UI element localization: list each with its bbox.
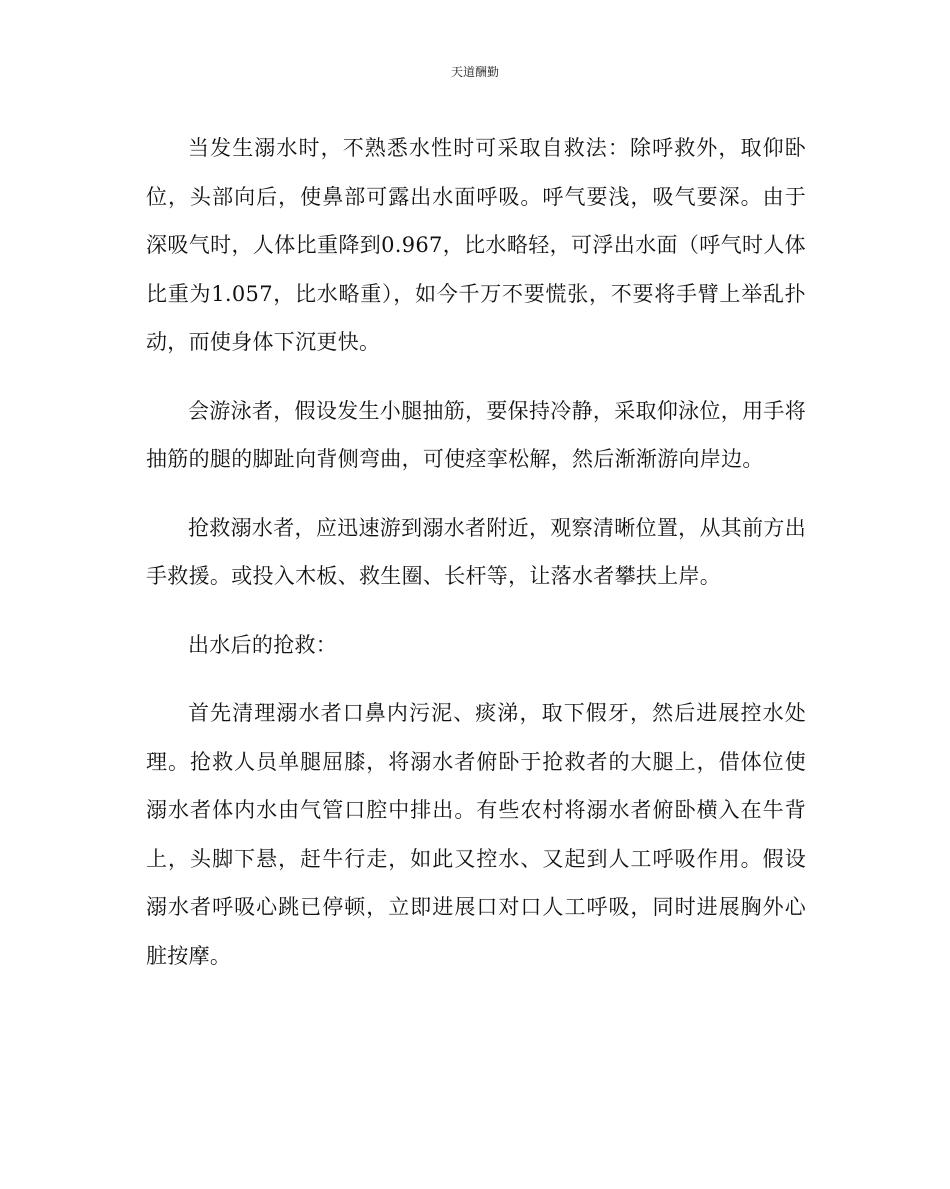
paragraph-leg-cramp: 会游泳者，假设发生小腿抽筋，要保持冷静，采取仰泳位，用手将抽筋的腿的脚趾向背侧弯曲，可使痉挛松解，然后渐渐游向岸边。 — [146, 398, 806, 471]
paragraph-first-aid: 首先清理溺水者口鼻内污泥、痰涕，取下假牙，然后进展控水处理。抢救人员单腿屈膝，将溺水者俯卧于抢救者的大腿上，借体位使溺水者体内水由气管口腔中排出。有些农村将溺水者俯卧横入在牛背上，头脚下悬，赶牛行走，如此又控水、又起到人工呼吸作用。假设溺水者呼吸心跳已停顿，立即进展口对口人工呼吸，同时进展胸外心脏按摩。 — [146, 701, 806, 968]
page-header: 天道酬勤 — [450, 65, 499, 79]
paragraph-after-rescue-heading: 出水后的抢救： — [188, 632, 338, 657]
document-body — [146, 124, 806, 1000]
paragraph-rescue-swimmer: 抢救溺水者，应迅速游到溺水者附近，观察清晰位置，从其前方出手救援。或投入木板、救生圈、长杆等，让落水者攀扶上岸。 — [146, 515, 806, 588]
paragraph-self-rescue: 当发生溺水时，不熟悉水性时可采取自救法：除呼救外，取仰卧位，头部向后，使鼻部可露出水面呼吸。呼气要浅，吸气要深。由于深吸气时，人体比重降到0.967，比水略轻，可浮出水面（呼气时人体比重为1.057，比水略重），如今千万不要慌张，不要将手臂上举乱扑动，而使身体下沉更快。 — [146, 136, 806, 354]
